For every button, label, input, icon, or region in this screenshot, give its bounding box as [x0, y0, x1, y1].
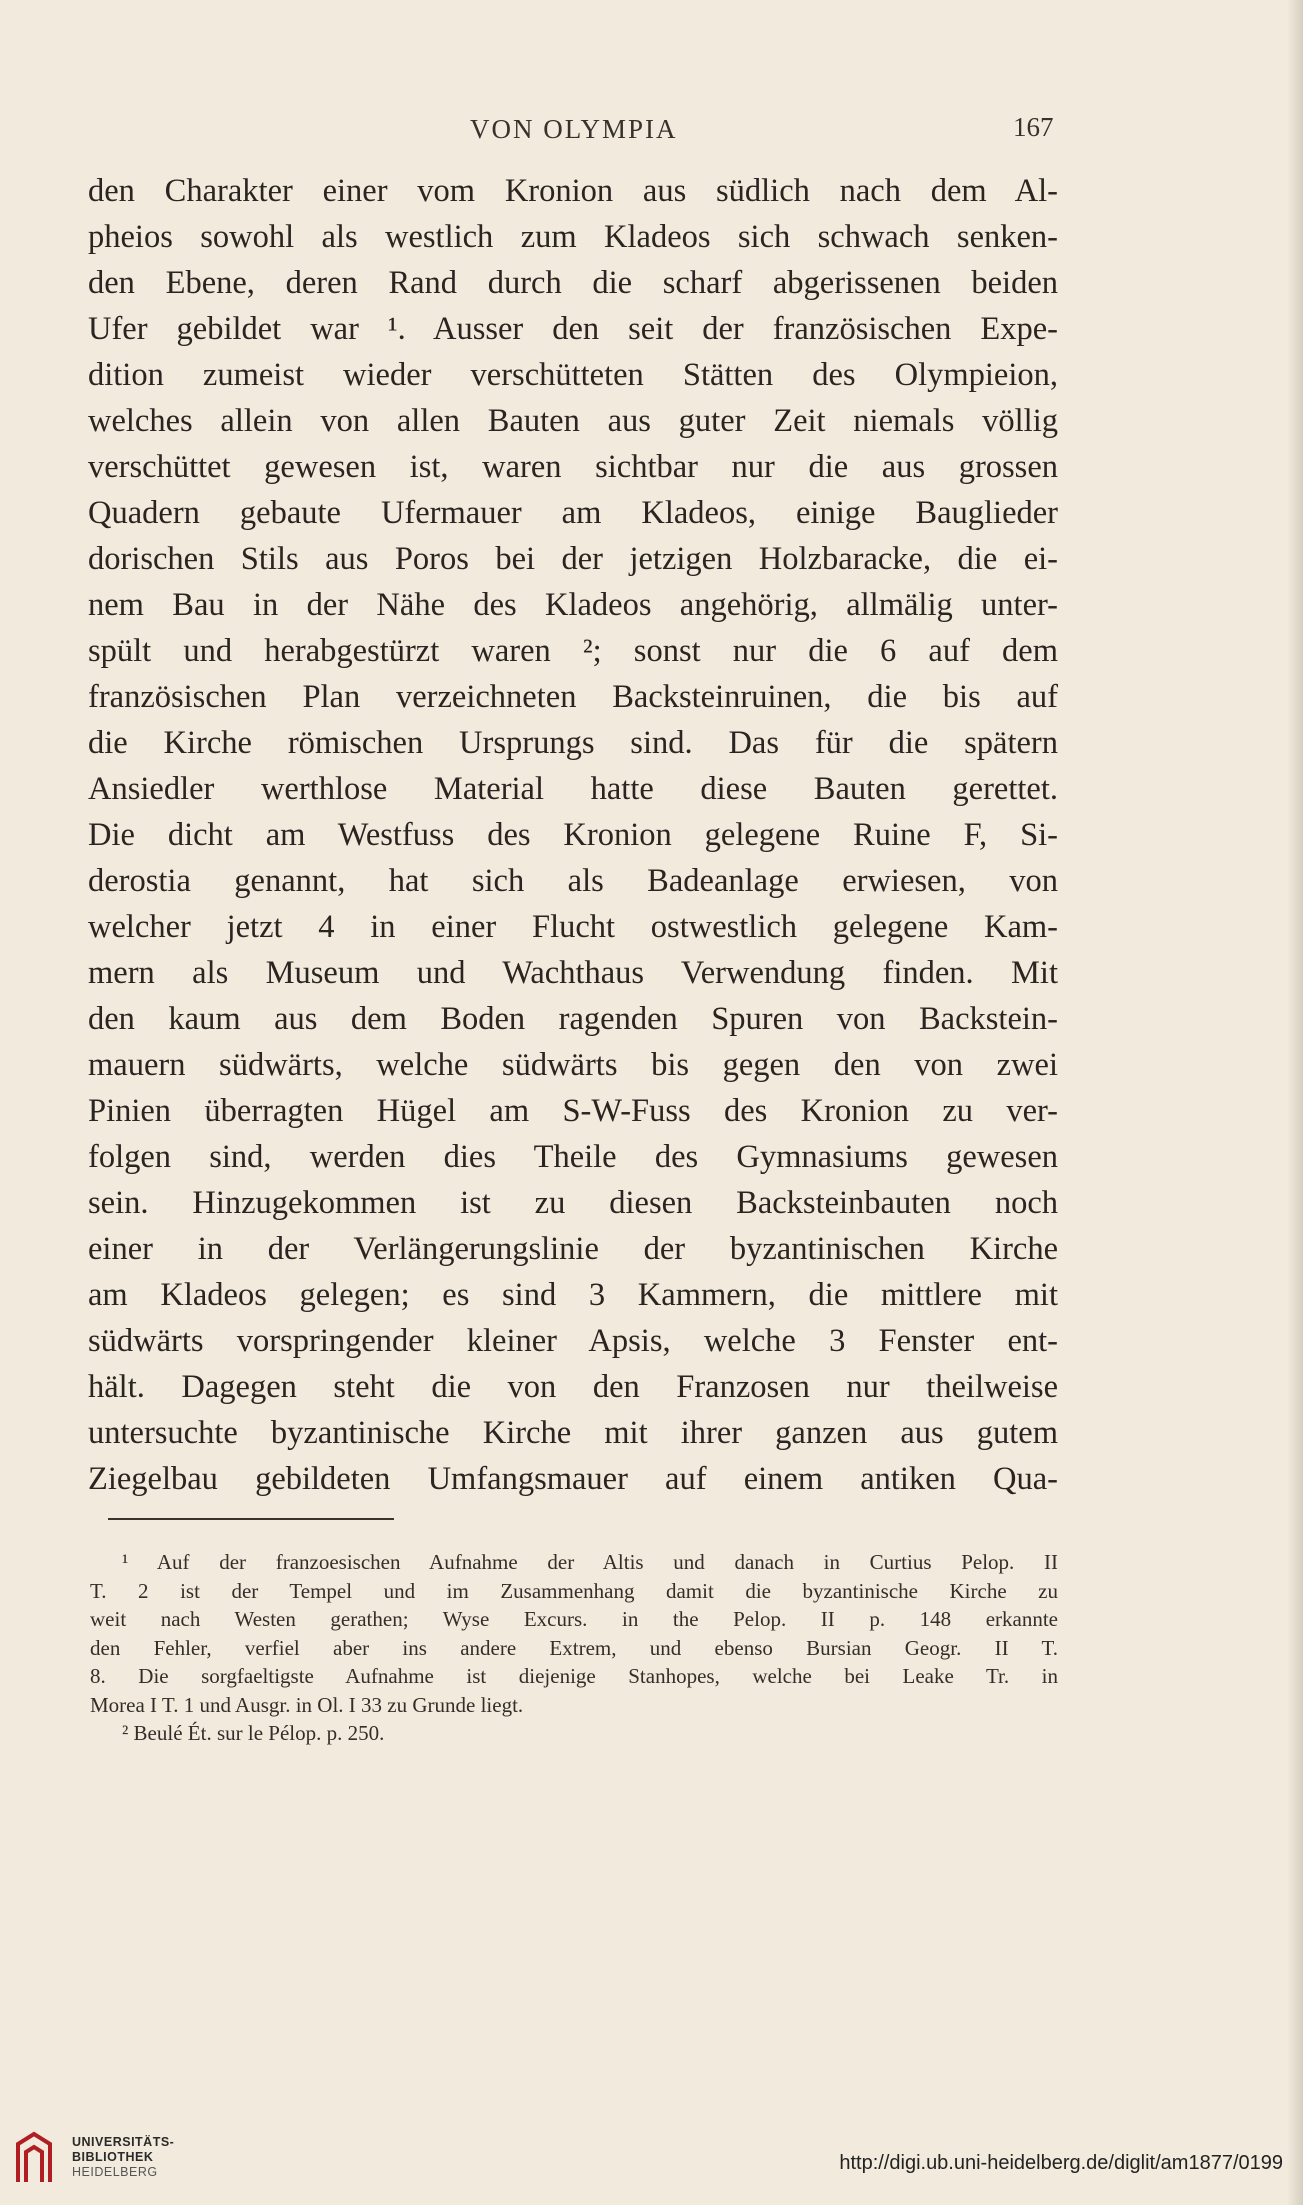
- text-line: den kaum aus dem Boden ragenden Spuren von Backstein-: [88, 1001, 1058, 1037]
- running-title: VON OLYMPIA: [470, 114, 678, 144]
- text-line: Die dicht am Westfuss des Kronion gelegene Ruine F, Si-: [88, 817, 1058, 853]
- footnote-line: T. 2 ist der Tempel und im Zusammenhang damit die byzantinische Kirche zu: [90, 1578, 1058, 1603]
- text-line: Quadern gebaute Ufermauer am Kladeos, einige Bauglieder: [88, 495, 1058, 531]
- library-name-line: UNIVERSITÄTS-: [72, 2135, 175, 2149]
- text-line: hält. Dagegen steht die von den Franzosen nur theilweise: [88, 1369, 1058, 1405]
- text-line: sein. Hinzugekommen ist zu diesen Backsteinbauten noch: [88, 1185, 1058, 1221]
- footnote-line: ² Beulé Ét. sur le Pélop. p. 250.: [122, 1721, 385, 1745]
- footnote-divider: [108, 1518, 394, 1520]
- text-line: Ziegelbau gebildeten Umfangsmauer auf einem antiken Qua-: [88, 1461, 1058, 1497]
- footnote-line: 8. Die sorgfaeltigste Aufnahme ist diejenige Stanhopes, welche bei Leake Tr. in: [90, 1664, 1058, 1688]
- text-line: verschüttet gewesen ist, waren sichtbar nur die aus grossen: [88, 449, 1058, 485]
- university-library-logo-icon: [14, 2130, 54, 2186]
- footnote-line: weit nach Westen gerathen; Wyse Excurs. in the Pelop. II p. 148 erkannte: [90, 1607, 1058, 1631]
- text-line: pheios sowohl als westlich zum Kladeos sich schwach senken-: [88, 219, 1058, 255]
- text-line: nem Bau in der Nähe des Kladeos angehörig, allmälig unter-: [88, 587, 1058, 623]
- text-line: Pinien überragten Hügel am S-W-Fuss des Kronion zu ver-: [88, 1093, 1058, 1129]
- text-line: Ufer gebildet war ¹. Ausser den seit der französischen Expe-: [88, 311, 1058, 347]
- text-line: die Kirche römischen Ursprungs sind. Das für die spätern: [88, 725, 1058, 761]
- footnotes-block: [90, 1548, 1058, 1748]
- footnote-line: ¹ Auf der franzoesischen Aufnahme der Altis und danach in Curtius Pelop. II: [122, 1550, 1058, 1574]
- footnote-line: Morea I T. 1 und Ausgr. in Ol. I 33 zu Grunde liegt.: [90, 1692, 524, 1717]
- text-line: südwärts vorspringender kleiner Apsis, welche 3 Fenster ent-: [88, 1323, 1058, 1359]
- text-line: mauern südwärts, welche südwärts bis gegen den von zwei: [88, 1047, 1058, 1083]
- page-edge-shadow: [1287, 0, 1303, 2205]
- text-line: untersuchte byzantinische Kirche mit ihrer ganzen aus gutem: [88, 1415, 1058, 1451]
- text-line: dorischen Stils aus Poros bei der jetzigen Holzbaracke, die ei-: [88, 541, 1058, 577]
- page-number: 167: [1013, 112, 1054, 142]
- text-line: spült und herabgestürzt waren ²; sonst nur die 6 auf dem: [88, 633, 1058, 669]
- source-url-link[interactable]: http://digi.ub.uni-heidelberg.de/diglit/am1877/0199: [839, 2152, 1283, 2174]
- text-line: den Charakter einer vom Kronion aus südlich nach dem Al-: [88, 173, 1058, 209]
- library-name: [72, 2135, 174, 2180]
- text-line: welcher jetzt 4 in einer Flucht ostwestlich gelegene Kam-: [88, 909, 1058, 945]
- text-line: derostia genannt, hat sich als Badeanlage erwiesen, von: [88, 863, 1058, 899]
- text-line: den Ebene, deren Rand durch die scharf abgerissenen beiden: [88, 265, 1058, 301]
- text-line: Ansiedler werthlose Material hatte diese Bauten gerettet.: [88, 771, 1058, 807]
- library-name-line: BIBLIOTHEK: [72, 2150, 154, 2164]
- text-line: welches allein von allen Bauten aus guter Zeit niemals völlig: [88, 403, 1058, 439]
- text-line: mern als Museum und Wachthaus Verwendung finden. Mit: [88, 955, 1058, 991]
- library-name-line: HEIDELBERG: [72, 2165, 158, 2179]
- main-text-block: [88, 168, 1058, 1502]
- footnote-line: den Fehler, verfiel aber ins andere Extrem, und ebenso Bursian Geogr. II T.: [90, 1635, 1058, 1660]
- text-line: am Kladeos gelegen; es sind 3 Kammern, die mittlere mit: [88, 1277, 1058, 1313]
- text-line: folgen sind, werden dies Theile des Gymnasiums gewesen: [88, 1139, 1058, 1175]
- text-line: französischen Plan verzeichneten Backsteinruinen, die bis auf: [88, 679, 1058, 715]
- text-line: einer in der Verlängerungslinie der byzantinischen Kirche: [88, 1231, 1058, 1267]
- text-line: dition zumeist wieder verschütteten Stätten des Olympieion,: [88, 357, 1058, 393]
